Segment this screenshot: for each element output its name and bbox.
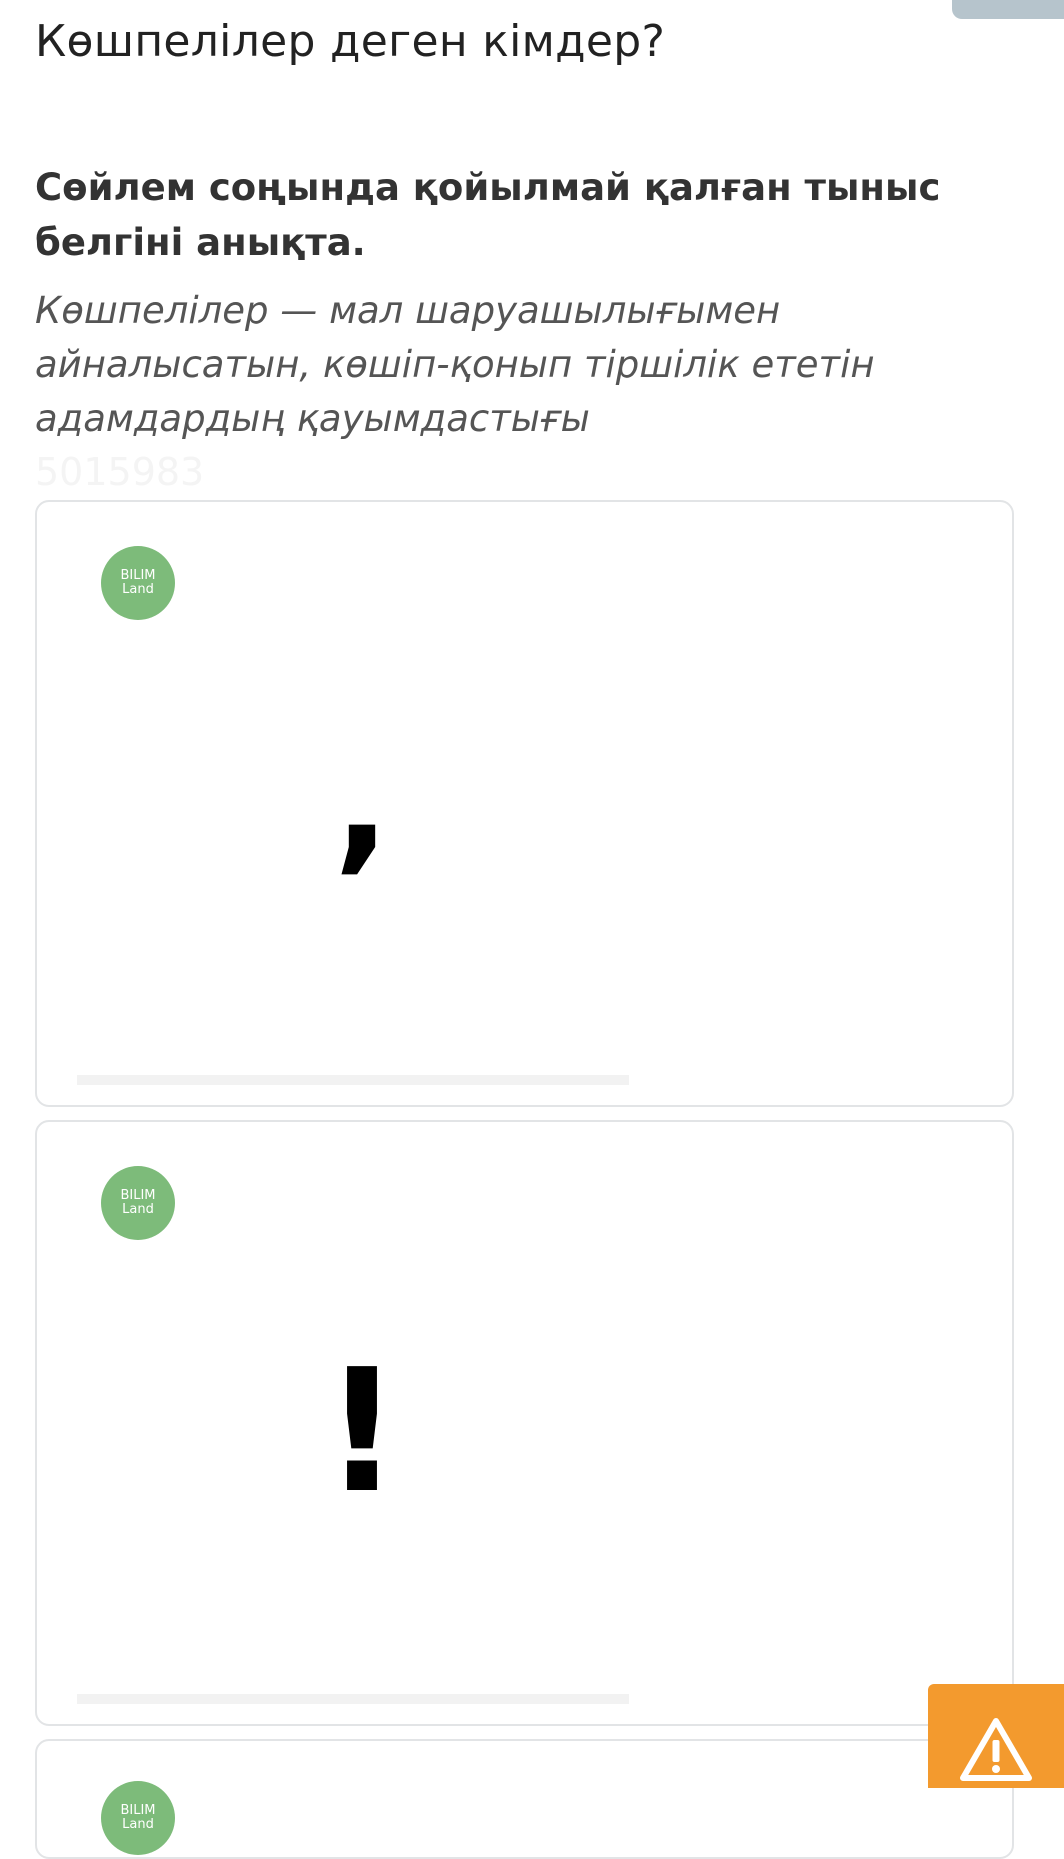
page-title: Көшпелілер деген кімдер? [35, 16, 666, 67]
bilimland-logo [101, 1166, 175, 1240]
option-symbol: ! [323, 1333, 401, 1531]
option-symbol: , [333, 715, 391, 889]
question-id-watermark: 5015983 [35, 450, 205, 494]
top-tab[interactable] [952, 0, 1064, 19]
logo-text-line2: Land [122, 1202, 154, 1217]
logo-text-line1: BILIM [120, 1803, 156, 1818]
card-divider [77, 1075, 629, 1085]
answer-option-1[interactable] [35, 500, 1014, 1107]
question-instruction: Сөйлем соңында қойылмай қалған тыныс белгіні анықта. [35, 166, 941, 264]
logo-text-line2: Land [122, 1817, 154, 1832]
bilimland-logo [101, 1781, 175, 1855]
answer-option-3[interactable] [35, 1739, 1014, 1859]
warning-icon [959, 1716, 1033, 1782]
card-divider [77, 1694, 629, 1704]
logo-text-line1: BILIM [120, 568, 156, 583]
bilimland-logo [101, 546, 175, 620]
logo-text-line2: Land [122, 582, 154, 597]
question-sentence: Көшпелілер — мал шаруашылығымен айналысатын, көшіп-қонып тіршілік ететін адамдардың қауымдастығы [35, 289, 875, 440]
logo-text-line1: BILIM [120, 1188, 156, 1203]
answer-option-2[interactable] [35, 1120, 1014, 1726]
report-button[interactable] [928, 1684, 1064, 1788]
